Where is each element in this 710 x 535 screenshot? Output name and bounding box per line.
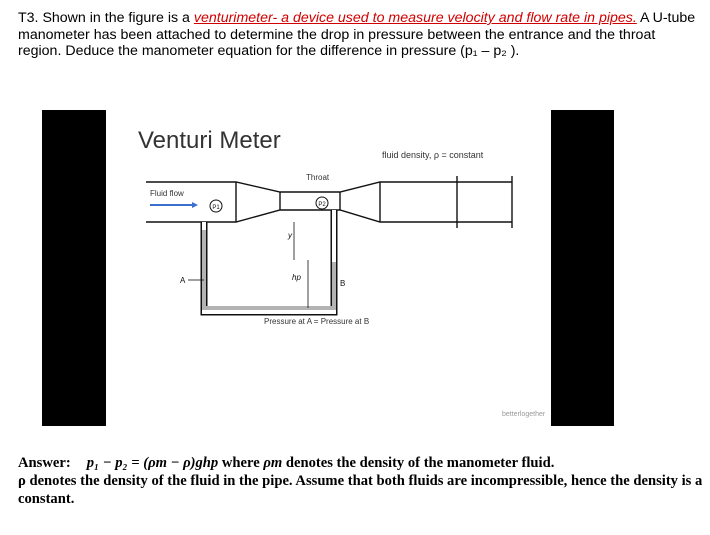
answer-line1-rest: denotes the density of the manometer fluid. xyxy=(285,455,555,471)
y-label: y xyxy=(288,231,292,240)
answer-label: Answer: xyxy=(18,455,71,471)
question-rest: A U-tube manometer has been attached to determine the drop in pressure between the entrance and the throat region. Deduce the manometer equation for the difference in pressure (p₁ – p₂ ). xyxy=(18,10,696,59)
venturimeter-link[interactable]: venturimeter- a device used to measure velocity and flow rate in pipes. xyxy=(193,10,637,26)
a-label: A xyxy=(180,276,186,285)
figure-caption: Pressure at A = Pressure at B xyxy=(264,317,370,326)
b-label: B xyxy=(340,279,346,288)
p2-label: P2 xyxy=(318,202,326,208)
figure-title: Venturi Meter xyxy=(138,127,281,154)
venturi-diagram xyxy=(42,110,614,426)
hp-label: hp xyxy=(292,273,301,282)
question-prefix: T3. Shown in the figure is a xyxy=(18,10,194,26)
throat-label: Throat xyxy=(306,173,330,182)
venturi-figure xyxy=(42,110,614,426)
answer-equation: p₁ − p₂ = (ρm − ρ)ghp xyxy=(86,455,219,471)
rho-m-symbol: ρm xyxy=(263,455,283,471)
flow-label: Fluid flow xyxy=(150,189,184,198)
u-tube-inner xyxy=(204,210,334,312)
left-leg-fluid xyxy=(202,230,206,310)
answer-where: where xyxy=(221,455,260,471)
answer-line-2: ρ denotes the density of the fluid in the pipe. Assume that both fluids are incompressible, hence the density is a constant. xyxy=(18,473,703,507)
venturi-pipe xyxy=(146,176,512,228)
flow-arrow-head xyxy=(192,202,198,208)
u-tube-outer xyxy=(204,210,334,312)
p1-label: P1 xyxy=(212,205,220,211)
question-text xyxy=(18,10,698,60)
answer-text xyxy=(18,454,708,508)
watermark: betterlogether xyxy=(502,411,546,418)
answer-line-1 xyxy=(18,454,708,472)
right-leg-fluid xyxy=(332,262,336,310)
density-note: fluid density, ρ = constant xyxy=(382,150,484,160)
u-tube-manometer xyxy=(202,210,336,312)
